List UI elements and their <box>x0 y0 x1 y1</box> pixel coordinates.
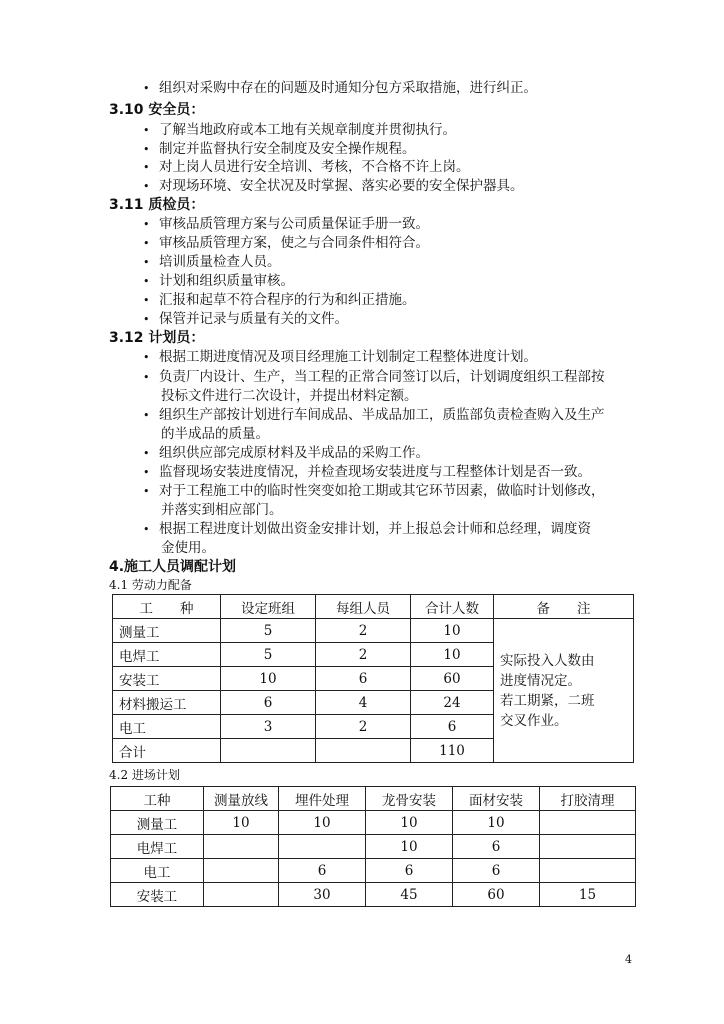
bullet-icon: • <box>143 180 150 193</box>
table-cell <box>540 835 636 859</box>
list-item-continuation: 并落实到相应部门。 <box>161 502 283 518</box>
table-row <box>111 835 636 859</box>
remark-line: 若工期紧，二班 <box>500 692 595 709</box>
list-item-continuation: 金使用。 <box>161 540 215 556</box>
table-cell <box>204 835 279 859</box>
table-header-cell: 打胶清理 <box>540 787 636 811</box>
section-heading: 3.11 质检员： <box>109 197 205 213</box>
table-header-cell: 埋件处理 <box>279 787 366 811</box>
list-item: • 培训质量检查人员。 <box>143 252 281 273</box>
table-cell: 60 <box>453 883 540 907</box>
bullet-icon: • <box>143 409 150 422</box>
table-cell: 合计 <box>113 739 221 763</box>
table-cell: 6 <box>453 859 540 883</box>
bullet-icon: • <box>143 256 150 269</box>
table-header-cell: 测量放线 <box>204 787 279 811</box>
table-cell: 材料搬运工 <box>113 691 221 715</box>
table-header-cell: 设定班组 <box>221 595 316 619</box>
table-cell: 30 <box>279 883 366 907</box>
entry-schedule-table <box>110 786 636 907</box>
table-cell: 5 <box>221 643 316 667</box>
table-cell: 测量工 <box>111 811 204 835</box>
table-header-cell: 合计人数 <box>411 595 494 619</box>
bullet-icon: • <box>143 485 150 498</box>
subsection-heading: 4.2 进场计划 <box>109 768 180 782</box>
table-cell: 电工 <box>113 715 221 739</box>
table-cell <box>540 859 636 883</box>
table-cell: 电焊工 <box>113 643 221 667</box>
table-cell: 2 <box>316 619 411 643</box>
list-item: • 计划和组织质量审核。 <box>143 271 294 292</box>
table-cell <box>204 859 279 883</box>
table-cell: 45 <box>366 883 453 907</box>
bullet-icon: • <box>143 82 150 95</box>
table-row <box>113 619 634 643</box>
page-number: 4 <box>625 953 632 966</box>
table-cell: 6 <box>221 691 316 715</box>
list-item: • 组织对采购中存在的问题及时通知分包方采取措施，进行纠正。 <box>143 78 537 99</box>
bullet-icon: • <box>143 218 150 231</box>
table-cell: 5 <box>221 619 316 643</box>
table-cell: 10 <box>411 619 494 643</box>
table-cell: 测量工 <box>113 619 221 643</box>
table-cell: 3 <box>221 715 316 739</box>
table-cell: 2 <box>316 643 411 667</box>
table-header-cell: 每组人员 <box>316 595 411 619</box>
table-cell: 6 <box>279 859 366 883</box>
table-cell <box>279 835 366 859</box>
bullet-icon: • <box>143 124 150 137</box>
labor-allocation-table <box>112 594 634 763</box>
table-cell: 10 <box>204 811 279 835</box>
bullet-icon: • <box>143 466 150 479</box>
table-header-cell: 工种 <box>111 787 204 811</box>
list-item: • 对于工程施工中的临时性突变如抢工期或其它环节因素，做临时计划修改， <box>143 481 605 502</box>
remark-cell <box>494 619 634 763</box>
bullet-icon: • <box>143 351 150 364</box>
remark-line: 实际投入人数由 <box>500 652 595 669</box>
bullet-icon: • <box>143 237 150 250</box>
bullet-icon: • <box>143 275 150 288</box>
list-item: • 了解当地政府或本工地有关规章制度并贯彻执行。 <box>143 120 456 141</box>
bullet-icon: • <box>143 313 150 326</box>
remark-line: 交叉作业。 <box>500 712 568 729</box>
list-item: • 组织生产部按计划进行车间成品、半成品加工，质监部负责检查购入及生产 <box>143 405 605 426</box>
list-item: • 制定并监督执行安全制度及安全操作规程。 <box>143 139 416 160</box>
table-cell: 电焊工 <box>111 835 204 859</box>
table-cell: 10 <box>453 811 540 835</box>
table-header-cell: 备 注 <box>494 595 634 619</box>
remark-line: 进度情况定。 <box>500 672 581 689</box>
table-cell: 60 <box>411 667 494 691</box>
list-item: • 根据工期进度情况及项目经理施工计划制定工程整体进度计划。 <box>143 347 537 368</box>
table-cell: 6 <box>411 715 494 739</box>
table-header-cell: 工 种 <box>113 595 221 619</box>
table-cell <box>204 883 279 907</box>
list-item: • 组织供应部完成原材料及半成品的采购工作。 <box>143 443 429 464</box>
list-item: • 根据工程进度计划做出资金安排计划，并上报总会计师和总经理，调度资 <box>143 519 591 540</box>
bullet-icon: • <box>143 294 150 307</box>
bullet-icon: • <box>143 523 150 536</box>
table-cell: 2 <box>316 715 411 739</box>
table-cell: 10 <box>366 811 453 835</box>
table-header-row <box>113 595 634 619</box>
section-heading: 3.12 计划员： <box>109 330 205 346</box>
table-cell <box>316 739 411 763</box>
list-item-continuation: 的半成品的质量。 <box>161 426 269 442</box>
table-cell: 24 <box>411 691 494 715</box>
list-item: • 审核品质管理方案，使之与合同条件相符合。 <box>143 233 429 254</box>
table-cell: 电工 <box>111 859 204 883</box>
table-cell: 10 <box>411 643 494 667</box>
list-item: • 负责厂内设计、生产，当工程的正常合同签订以后，计划调度组织工程部按 <box>143 367 605 388</box>
table-cell <box>540 811 636 835</box>
table-header-row <box>111 787 636 811</box>
table-cell <box>221 739 316 763</box>
table-row <box>111 859 636 883</box>
list-item-continuation: 投标文件进行二次设计，并提出材料定额。 <box>161 388 418 404</box>
list-item: • 监督现场安装进度情况，并检查现场安装进度与工程整体计划是否一致。 <box>143 462 591 483</box>
table-header-cell: 面材安装 <box>453 787 540 811</box>
table-cell: 4 <box>316 691 411 715</box>
table-cell: 安装工 <box>111 883 204 907</box>
table-cell: 6 <box>316 667 411 691</box>
table-header-cell: 龙骨安装 <box>366 787 453 811</box>
table-row <box>111 883 636 907</box>
table-cell: 6 <box>453 835 540 859</box>
bullet-icon: • <box>143 371 150 384</box>
list-item: • 对上岗人员进行安全培训、考核，不合格不许上岗。 <box>143 157 470 178</box>
table-cell: 6 <box>366 859 453 883</box>
table-cell: 110 <box>411 739 494 763</box>
table-cell: 10 <box>279 811 366 835</box>
table-row <box>111 811 636 835</box>
bullet-icon: • <box>143 143 150 156</box>
list-item: • 审核品质管理方案与公司质量保证手册一致。 <box>143 214 429 235</box>
subsection-heading: 4.1 劳动力配备 <box>109 578 192 592</box>
table-cell: 10 <box>366 835 453 859</box>
bullet-icon: • <box>143 161 150 174</box>
table-cell: 15 <box>540 883 636 907</box>
list-item: • 对现场环境、安全状况及时掌握、落实必要的安全保护器具。 <box>143 176 524 197</box>
table-cell: 10 <box>221 667 316 691</box>
bullet-icon: • <box>143 447 150 460</box>
list-item: • 保管并记录与质量有关的文件。 <box>143 309 348 330</box>
section-heading: 3.10 安全员： <box>109 102 205 118</box>
section-heading: 4.施工人员调配计划 <box>109 559 237 575</box>
list-item: • 汇报和起草不符合程序的行为和纠正措施。 <box>143 290 416 311</box>
table-cell: 安装工 <box>113 667 221 691</box>
